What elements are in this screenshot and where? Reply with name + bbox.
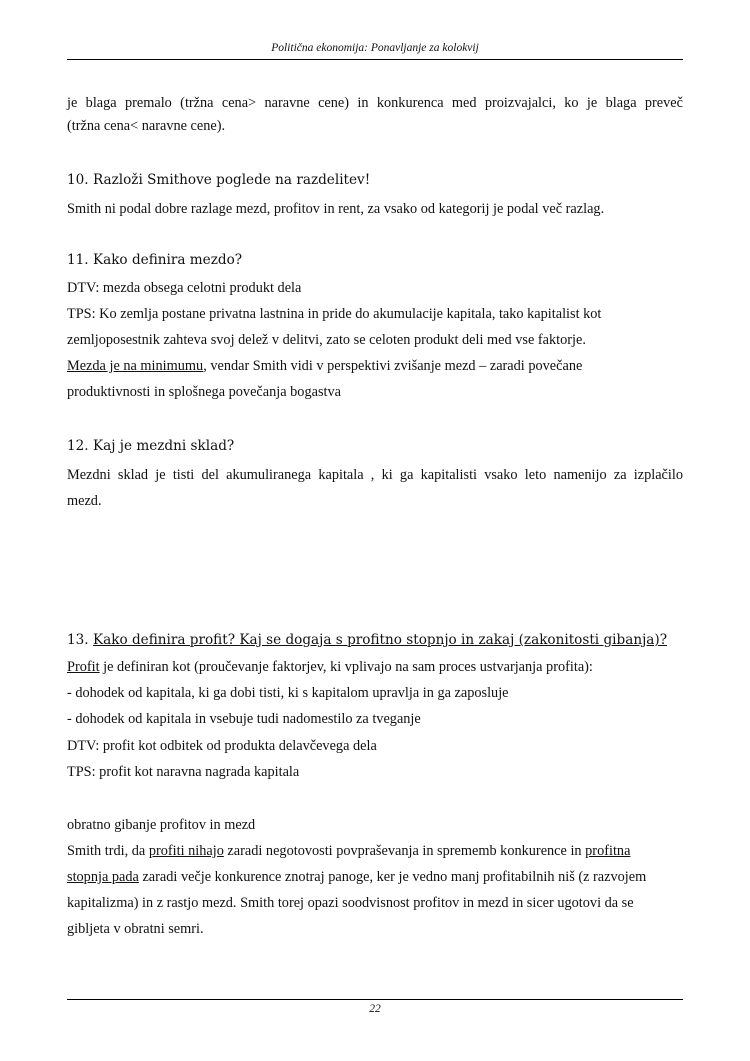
paragraph-line: (tržna cena< naravne cene).: [67, 118, 226, 134]
paragraph-line: kapitalizma) in z rastjo mezd. Smith torej opazi soodvisnost profitov in mezd in sicer ugotovi da se: [67, 895, 634, 911]
question-10-heading: 10. Razloži Smithove poglede na razdelitev!: [67, 172, 371, 188]
paragraph-line: - dohodek od kapitala in vsebuje tudi nadomestilo za tveganje: [67, 711, 421, 727]
footer-rule: [67, 999, 683, 1000]
text: Smith trdi, da: [67, 843, 149, 859]
question-12-heading: 12. Kaj je mezdni sklad?: [67, 438, 235, 454]
paragraph-line: TPS: profit kot naravna nagrada kapitala: [67, 764, 300, 780]
text: zaradi negotovosti povpraševanja in sprememb konkurence in: [223, 843, 586, 859]
underlined-text: profiti nihajo: [148, 843, 224, 859]
paragraph-line: je blaga premalo (tržna cena> naravne cene) in konkurenca med proizvajalci, ko je blaga preveč: [67, 95, 683, 111]
question-title: Kako definira profit? Kaj se dogaja s profitno stopnjo in zakaj (zakonitosti gibanja)?: [92, 632, 667, 648]
paragraph-line: - dohodek od kapitala, ki ga dobi tisti, ki s kapitalom upravlja in ga zaposluje: [67, 685, 509, 701]
paragraph-line: [67, 658, 683, 676]
underlined-text: Profit: [67, 659, 100, 675]
page-number: 22: [369, 1003, 381, 1015]
paragraph-line: [67, 357, 683, 375]
paragraph-line: [67, 842, 683, 860]
subsection-title: obratno gibanje profitov in mezd: [67, 817, 256, 833]
question-11-heading: 11. Kako definira mezdo?: [67, 252, 243, 268]
text: , vendar Smith vidi v perspektivi zvišanje mezd – zaradi povečane: [203, 358, 583, 374]
text: je definiran kot (proučevanje faktorjev, ki vplivajo na sam proces ustvarjanja profita):: [99, 659, 593, 675]
running-header: Politična ekonomija: Ponavljanje za kolokvij: [271, 42, 479, 54]
paragraph-line: zemljoposestnik zahteva svoj delež v delitvi, zato se celoten produkt deli med vse faktorje.: [67, 332, 586, 348]
paragraph-line: [67, 868, 683, 886]
paragraph-line: DTV: profit kot odbitek od produkta delavčevega dela: [67, 738, 377, 754]
underlined-text: Mezda je na minimumu: [67, 358, 204, 374]
paragraph-line: gibljeta v obratni semri.: [67, 921, 204, 937]
question-13-heading: [67, 631, 683, 649]
underlined-text: profitna: [585, 843, 631, 859]
paragraph-line: Mezdni sklad je tisti del akumuliranega kapitala , ki ga kapitalisti vsako leto namenijo za izplačilo: [67, 467, 683, 483]
text: zaradi večje konkurence znotraj panoge, ker je vedno manj profitabilnih niš (z razvojem: [138, 869, 647, 885]
paragraph-line: DTV: mezda obsega celotni produkt dela: [67, 280, 302, 296]
paragraph-line: produktivnosti in splošnega povečanja bogastva: [67, 384, 341, 400]
paragraph-line: mezd.: [67, 493, 102, 509]
paragraph-line: TPS: Ko zemlja postane privatna lastnina in pride do akumulacije kapitala, tako kapitalist kot: [67, 306, 602, 322]
paragraph-line: Smith ni podal dobre razlage mezd, profitov in rent, za vsako od kategorij je podal več razlag.: [67, 201, 605, 217]
question-number: 13.: [67, 632, 93, 648]
header-rule: [67, 59, 683, 60]
underlined-text: stopnja pada: [67, 869, 139, 885]
